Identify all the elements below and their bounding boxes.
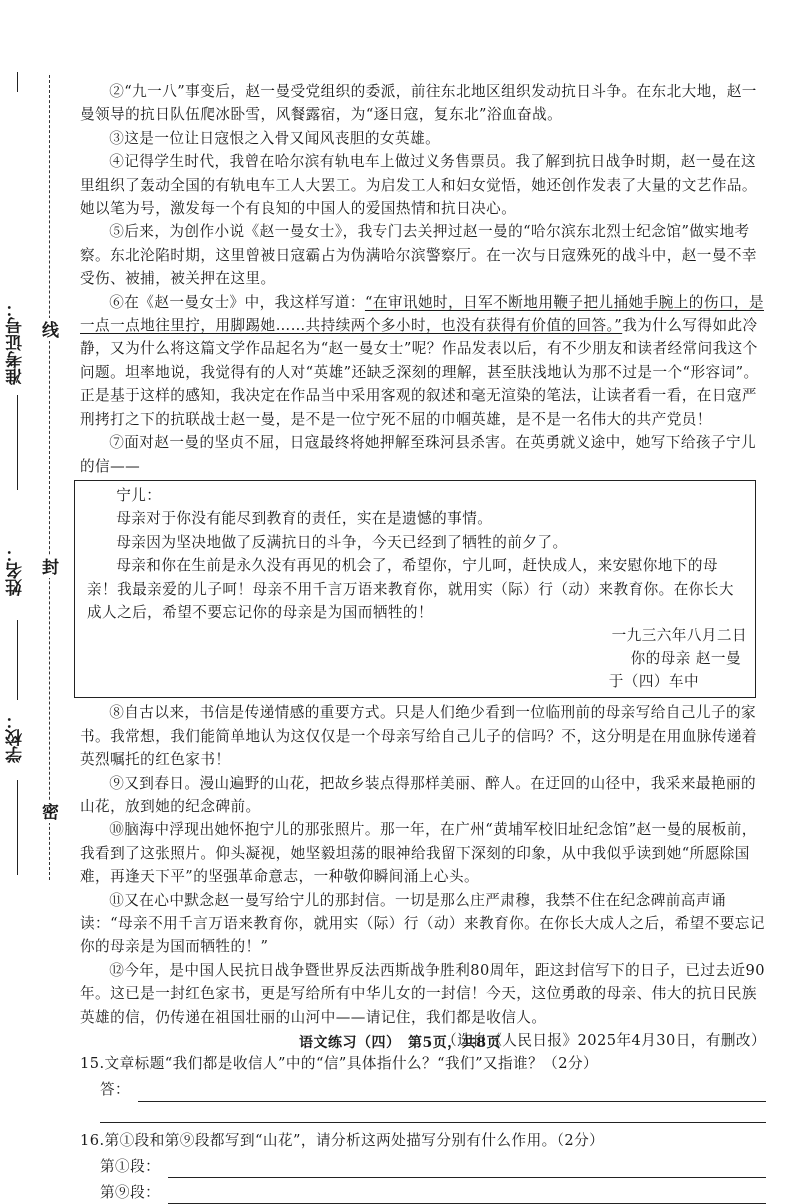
paragraph-8: ⑧自古以来，书信是传递情感的重要方式。只是人们绝少看到一位临刑前的母亲写给自己儿子的家书。我常想，我们能简单地认为这仅仅是一个母亲写给自己儿子的信吗？不，这分明是在用血脉传递着英烈嘱托的红色家书！ (80, 704, 757, 769)
question-15: 15.文章标题“我们都是收信人”中的“信”具体指什么？“我们”又指谁？（2分） (80, 1055, 599, 1073)
paragraph-3: ③这是一位让日寇恨之入骨又闻风丧胆的女英雄。 (109, 129, 441, 147)
letter-line-1: 母亲对于你没有能尽到教育的责任，实在是遗憾的事情。 (116, 510, 493, 528)
bottom-fill-line (17, 780, 18, 875)
paragraph-10: ⑩脑海中浮现出她怀抱宁儿的那张照片。那一年，在广州“黄埔军校旧址纪念馆”赵一曼的展板前，我看到了这张照片。仰头凝视，她坚毅坦荡的眼神给我留下深刻的印象，从中我似乎读到她“所愿除国难，再逢天下平”的坚强革命意志，一种敬仰瞬间涌上心头。 (80, 821, 757, 886)
q15-answer-row[interactable] (100, 1076, 766, 1102)
q15-answer-line-2[interactable] (100, 1102, 766, 1123)
q16-answer-label-1: 第①段： (100, 1157, 161, 1175)
q16-answer-line-2[interactable] (168, 1185, 766, 1204)
school-fill-line (17, 620, 18, 700)
paragraph-6-quote: “在审讯她时，日军不断地用鞭子把儿捅她手腕上的伤口，是一点一点地往里拧，用脚踢她……共持续两个多小时，也没有获得有价值的回答。” (80, 293, 764, 335)
paragraph-2: ②“九一八”事变后，赵一曼受党组织的委派，前往东北地区组织发动抗日斗争。在东北大地，赵一曼领导的抗日队伍爬冰卧雪，风餐露宿，为“逐日寇，复东北”浴血奋战。 (80, 83, 757, 124)
q15-answer-line[interactable] (138, 1083, 766, 1102)
letter-box (74, 480, 756, 698)
seal-char-seal: 封 (39, 555, 56, 578)
letter-greeting: 宁儿： (116, 486, 162, 504)
page-footer: 语文练习（四） 第5页，共8页 (299, 1035, 501, 1051)
exam-no-fill-line (17, 72, 18, 92)
letter-line-2: 母亲因为坚决地做了反满抗日的斗争，今天已经到了牺牲的前夕了。 (116, 533, 568, 551)
paragraph-12: ⑫今年，是中国人民抗日战争暨世界反法西斯战争胜利80周年，距这封信写下的日子，已过去近90年。这已是一封红色家书，更是写给所有中华儿女的一封信！今天，这位勇敢的母亲、伟大的抗日民族英雄的信，仍传递在祖国壮丽的山河中——请记住，我们都是收信人。 (80, 961, 765, 1026)
seal-char-secret: 密 (39, 800, 56, 823)
paragraph-9: ⑨又到春日。漫山遍野的山花，把故乡装点得那样美丽、醉人。在迂回的山径中，我采来最艳丽的山花，放到她的纪念碑前。 (80, 774, 757, 815)
exam-no-label: 准考证号： (6, 300, 26, 385)
q16-answer-label-2: 第⑨段： (100, 1183, 161, 1201)
paragraph-11: ⑪又在心中默念赵一曼写给宁儿的那封信。一切是那么庄严肃穆，我禁不住在纪念碑前高声诵读：“母亲不用千言万语来教育你，就用实（际）行（动）来教育你。在你长大成人之后，希望不要忘记你的母亲是为国而牺牲的！” (80, 891, 765, 956)
q16-answer-row-2[interactable] (100, 1178, 766, 1204)
paragraph-4: ④记得学生时代，我曾在哈尔滨有轨电车上做过义务售票员。我了解到抗日战争时期，赵一曼在这里组织了轰动全国的有轨电车工人大罢工。为启发工人和妇女觉悟，她还创作发表了大量的文艺作品。她以笔为号，激发每一个有良知的中国人的爱国热情和抗日决心。 (80, 153, 757, 218)
letter-line-3: 母亲和你在生前是永久没有再见的机会了，希望你，宁儿呵，赶快成人，来安慰你地下的母亲！我最亲爱的儿子呵！母亲不用千言万语来教育你，就用实（际）行（动）来教育你。在你长大成人之后，希望不要忘记你的母亲是为国而牺牲的！ (87, 557, 734, 621)
name-fill-line (17, 395, 18, 490)
seal-char-line: 线 (39, 318, 56, 341)
name-label: 姓名： (6, 545, 26, 596)
paragraph-6-end: 我为什么写得如此冷静，又为什么将这篇文学作品起名为“赵一曼女士”呢？作品发表以后，有不少朋友和读者经常问我这个问题。坦率地说，我觉得有的人对“英雄”还缺乏深刻的理解，甚至肤浅地认为那不过是一个“形容词”。正是基于这样的感知，我决定在作品当中采用客观的叙述和毫无渲染的笔法，让读者看一看，在日寇严刑拷打之下的抗联战士赵一曼，是不是一位宁死不屈的巾帼英雄，是不是一名伟大的共产党员！ (80, 317, 759, 428)
paragraph-6-start: ⑥在《赵一曼女士》中，我这样写道： (109, 293, 365, 311)
q15-answer-label: 答： (100, 1081, 131, 1099)
paragraph-7: ⑦面对赵一曼的坚贞不屈，日寇最终将她押解至珠河县杀害。在英勇就义途中，她写下给孩子宁儿的信—— (80, 434, 757, 475)
q16-answer-line-1[interactable] (168, 1159, 766, 1178)
question-16: 16.第①段和第⑨段都写到“山花”，请分析这两处描写分别有什么作用。（2分） (80, 1131, 605, 1149)
paragraph-5: ⑤后来，为创作小说《赵一曼女士》，我专门去关押过赵一曼的“哈尔滨东北烈士纪念馆”做实地考察。东北沦陷时期，这里曾被日寇霸占为伪满哈尔滨警察厅。在一次与日寇殊死的战斗中，赵一曼不幸受伤、被捕，被关押在这里。 (80, 223, 757, 288)
letter-signature: 你的母亲 赵一曼 (630, 650, 741, 668)
school-label: 学校： (6, 712, 26, 763)
q16-answer-row-1[interactable] (100, 1152, 766, 1178)
source-citation: （选自《人民日报》2025年4月30日，有删改） (442, 1032, 766, 1050)
letter-place: 于（四）车中 (608, 673, 699, 691)
binding-line (49, 75, 50, 880)
letter-date: 一九三六年八月二日 (611, 627, 747, 645)
paragraph-6 (80, 291, 766, 431)
